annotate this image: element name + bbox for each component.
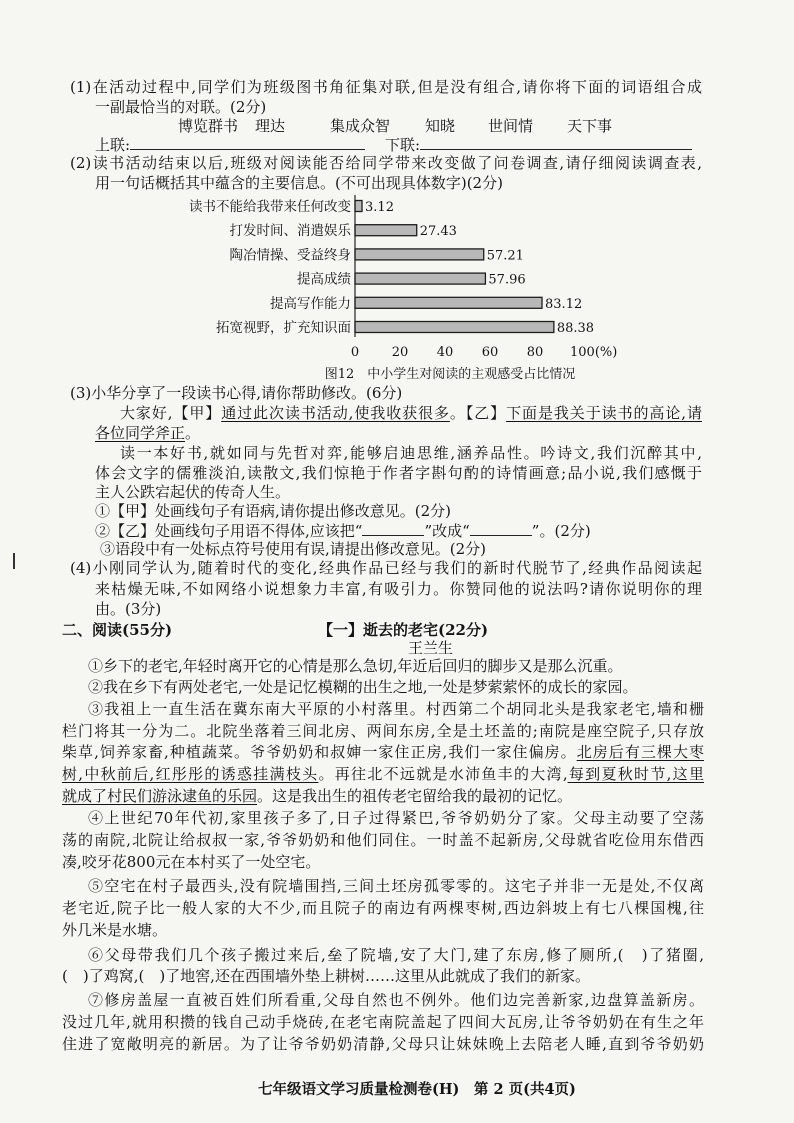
text-segment: 没过几年,就用积攒的钱自己动手烧砖,在老宅南院盖起了四间大瓦房,让爷爷奶奶在有生之年 <box>62 1013 704 1031</box>
bar <box>355 273 485 284</box>
category-label: 拓宽视野，扩充知识面 <box>216 320 351 336</box>
couplet-word: 知晓 <box>425 117 456 135</box>
article-line <box>62 721 704 741</box>
article-line <box>88 945 704 965</box>
text-segment: (3)小华分享了一段读书心得,请你帮助修改。(6分) <box>70 384 403 402</box>
text-segment: 。这是我出生的祖传老宅留给我的最初的记忆。 <box>257 787 573 805</box>
x-tick-label: 40 <box>436 345 454 360</box>
answer-blank <box>362 520 424 536</box>
reading-note-line <box>120 403 702 423</box>
reading-note-line <box>120 443 702 463</box>
text-segment: 凑,咬牙花800元在本村买了一处空宅。 <box>62 853 321 871</box>
bar <box>355 201 362 212</box>
text-segment: ”。(2分) <box>531 522 591 540</box>
chart-title: 图12 中小学生对阅读的主观感受占比情况 <box>324 367 576 382</box>
question-4-prompt-line <box>95 579 702 599</box>
article-line <box>62 742 704 762</box>
couplet-word: 天下事 <box>567 117 613 135</box>
text-segment: ⑤空宅在村子最西头,没有院墙围挡,三间土坯房孤零零的。这宅子并非一无是处,不仅离 <box>88 877 704 895</box>
question-3-prompt-line <box>70 383 402 403</box>
couplet-word: 世间情 <box>488 117 534 135</box>
text-segment: 由。(3分) <box>95 600 162 618</box>
text-segment: 大家好,【甲】 <box>120 404 222 422</box>
text-segment: (4)小刚同学认为,随着时代的变化,经典作品已经与我们的新时代脱节了,经典作品阅读起 <box>70 559 702 577</box>
text-segment: ④上世纪70年代初,家里孩子多了,日子过得紧巴,爷爷奶奶分了家。父母主动要了空荡 <box>88 809 704 827</box>
x-tick-label: 60 <box>481 345 499 360</box>
question-1-prompt-line <box>95 97 266 117</box>
underlined-text: 树,中秋前后,红彤彤的诱惑挂满枝头 <box>62 765 319 783</box>
x-tick-label: 20 <box>391 345 409 360</box>
article-line <box>62 786 572 806</box>
article-author: 王兰生 <box>408 639 454 657</box>
text-segment: 栏门将其一分为二。北院坐落着三间北房、两间东房,全是土坯盖的;南院是座空院子,只存放 <box>62 722 704 740</box>
reading-note-line <box>95 423 200 443</box>
text-segment: (1)在活动过程中,同学们为班级图书角征集对联,但是没有组合,请你将下面的词语组合成 <box>70 78 702 96</box>
question-4-prompt-line <box>70 558 702 578</box>
text-segment: 来枯燥无味,不如网络小说想象力丰富,有吸引力。你赞同他的说法吗?请你说明你的理 <box>95 580 702 598</box>
lower-couplet-label: 下联: <box>385 136 421 154</box>
page-footer: 七年级语文学习质量检测卷(H) 第 2 页(共4页) <box>258 1081 576 1098</box>
upper-couplet-label: 上联: <box>95 136 131 154</box>
text-segment: ③语段中有一处标点符号使用有误,请提出修改意见。(2分) <box>100 540 487 558</box>
margin-mark <box>13 553 15 569</box>
reading-note-line <box>95 482 290 502</box>
section-title: 二、阅读(55分) <box>62 621 173 639</box>
article-line <box>88 699 704 719</box>
underlined-text: 就成了村民们游泳逮鱼的乐园 <box>62 787 258 805</box>
answer-blank <box>470 520 532 536</box>
bar-value-label: 83.12 <box>545 296 583 312</box>
text-segment: ( )了鸡窝,( )了地窖,还在西围墙外垫上耕树……这里从此就成了我们的新家。 <box>62 967 590 985</box>
article-line <box>62 920 167 940</box>
text-segment: 体会文字的儒雅淡泊,读散文,我们惊艳于作者字斟句酌的诗情画意;品小说,我们感慨于 <box>95 464 702 482</box>
article-line <box>62 966 590 986</box>
underlined-text: 每到夏秋时节,这里 <box>567 765 704 783</box>
reading-survey-bar-chart <box>170 192 630 384</box>
text-segment: 用一句话概括其中蕴含的主要信息。(不可出现具体数字)(2分) <box>95 174 503 192</box>
answer-blank <box>130 134 365 150</box>
upper-couplet-field <box>95 134 365 154</box>
article-line <box>62 764 704 784</box>
article-line <box>62 898 704 918</box>
category-label: 打发时间、消遣娱乐 <box>229 223 351 240</box>
text-segment: ①【甲】处画线句子有语病,请你提出修改意见。(2分) <box>95 502 452 520</box>
underlined-text: 下面是我关于读书的高论,请 <box>506 404 702 422</box>
text-segment: ⑥父母带我们几个孩子搬过来后,垒了院墙,安了大门,建了东房,修了厕所,( )了猪圈, <box>88 946 704 964</box>
couplet-word: 集成众智 <box>330 117 391 135</box>
couplet-word: 理达 <box>255 117 286 135</box>
text-segment: ②【乙】处画线句子用语不得体,应该把“ <box>95 522 363 540</box>
sub-question-line <box>95 520 591 540</box>
text-segment: ③我祖上一直生活在冀东南大平原的小村落里。村西第二个胡同北头是我家老宅,墙和栅 <box>88 700 704 718</box>
text-segment: 住进了宽敞明亮的新居。为了让爷爷奶奶清静,父母只让妹妹晚上去陪老人睡,直到爷爷奶奶 <box>62 1035 704 1053</box>
x-tick-label: 80 <box>526 345 544 360</box>
article-line <box>62 1034 704 1054</box>
category-label: 提高写作能力 <box>270 295 351 312</box>
sub-question-line <box>100 539 486 559</box>
bar <box>355 249 484 260</box>
question-1-prompt-line <box>70 77 702 97</box>
text-segment: 一副最恰当的对联。(2分) <box>95 98 267 116</box>
sub-question-line <box>95 501 451 521</box>
question-4-prompt-line <box>95 599 161 619</box>
text-segment: 老宅近,院子比一般人家的大不少,而且院子的南边有两棵枣树,西边斜坡上有七八棵国槐,往 <box>62 899 704 917</box>
reading-note-line <box>95 463 702 483</box>
article-line <box>62 1012 704 1032</box>
text-segment: 。【乙】 <box>449 404 507 422</box>
bar <box>355 322 554 333</box>
category-label: 读书不能给我带来任何改变 <box>189 199 351 215</box>
bar-value-label: 57.96 <box>488 272 526 288</box>
text-segment: ②我在乡下有两处老宅,一处是记忆模糊的出生之地,一处是梦萦萦怀的成长的家园。 <box>88 678 638 696</box>
text-segment: 主人公跌宕起伏的传奇人生。 <box>95 483 291 501</box>
bar-value-label: 57.21 <box>486 248 524 264</box>
bar-value-label: 88.38 <box>556 321 595 336</box>
lower-couplet-field <box>385 134 692 154</box>
article-title: 【一】逝去的老宅(22分) <box>318 621 489 639</box>
category-label: 提高成绩 <box>297 271 351 288</box>
article-line <box>88 876 704 896</box>
text-segment: 读一本好书,就如同与先哲对弈,能够启迪思维,涵养品性。吟诗文,我们沉醉其中, <box>120 444 702 462</box>
answer-blank <box>420 134 692 150</box>
bar <box>355 225 417 236</box>
article-line <box>88 677 638 697</box>
text-segment: ⑦修房盖屋一直被百姓们所看重,父母自然也不例外。他们边完善新家,边盘算盖新房。 <box>88 991 704 1009</box>
article-line <box>62 830 704 850</box>
bar-value-label: 27.43 <box>419 224 457 240</box>
underlined-text: 北房后有三棵大枣 <box>576 743 704 761</box>
bar <box>355 297 542 308</box>
text-segment: 。 <box>185 424 201 442</box>
article-line <box>88 656 623 676</box>
couplet-word: 博览群书 <box>178 117 239 135</box>
underlined-text: 各位同学斧正 <box>95 424 186 442</box>
text-segment: 。再往北不远就是水沛鱼丰的大湾, <box>318 765 568 783</box>
article-line <box>88 808 704 828</box>
text-segment: 柴草,饲养家畜,种植蔬菜。爷爷奶奶和叔婶一家住正房,我们一家住偏房。 <box>62 743 577 761</box>
question-2-prompt-line <box>95 173 503 193</box>
underlined-text: 通过此次读书活动,使我收获很多 <box>221 404 450 422</box>
question-2-prompt-line <box>70 153 702 173</box>
bar-value-label: 3.12 <box>365 200 394 215</box>
article-line <box>62 852 320 872</box>
category-label: 陶冶情操、受益终身 <box>229 247 351 264</box>
text-segment: ①乡下的老宅,年轻时离开它的心情是那么急切,年近后回归的脚步又是那么沉重。 <box>88 657 623 675</box>
text-segment: ”改成“ <box>424 522 470 540</box>
text-segment: 荡的南院,北院让给叔叔一家,爷爷奶奶和他们同住。一时盖不起新房,父母就省吃俭用东借西 <box>62 831 704 849</box>
article-line <box>88 990 704 1010</box>
x-tick-label: 100(%) <box>570 345 618 360</box>
text-segment: (2)读书活动结束以后,班级对阅读能否给同学带来改变做了问卷调查,请仔细阅读调查表, <box>70 154 702 172</box>
x-tick-label: 0 <box>350 345 360 360</box>
text-segment: 外几米是水塘。 <box>62 921 168 939</box>
